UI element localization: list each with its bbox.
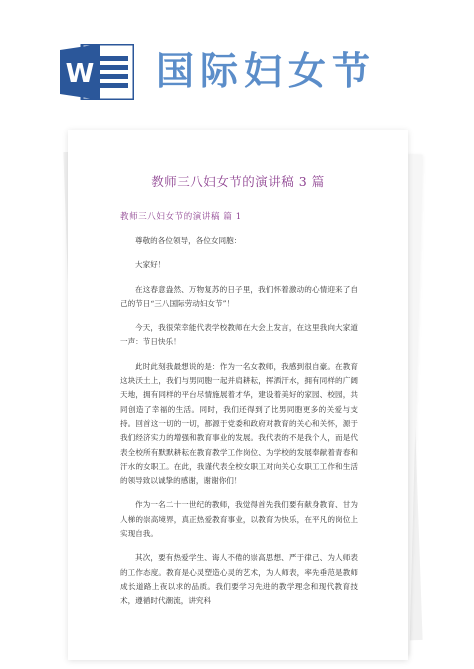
paragraph: 今天，我很荣幸能代表学校教师在大会上发言，在这里我向大家道一声：节日快乐！ xyxy=(120,323,358,347)
paragraph: 作为一名二十一世纪的教师，我觉得首先我们要有献身教育、甘为人梯的崇高境界，真正热爱教育事业，以教育为快乐，在平凡的岗位上实现自我。 xyxy=(120,500,358,539)
paragraph: 其次，要有热爱学生、诲人不倦的崇高思想、严于律己、为人师表的工作态度。教育是心灵塑造心灵的艺术，为人师表，率先垂范是教师成长道路上夜以求的品质。我们要学习先进的教学理念和现代教育技术，遵循时代潮流，讲究科 xyxy=(120,553,358,606)
paragraph: 此时此刻我最想说的是：作为一名女教师，我感到很自豪。在教育这块沃土上，我们与男同胞一起并肩耕耘，挥洒汗水，拥有同样的广阔天地，拥有同样的平台尽情施展着才华，建设着美好的家园、校园，共同创造了幸福的生活。同时，我们还得到了比男同胞更多的关爱与支持。回首这一切的一切，都源于党委和政府对教育的关心和关怀，源于我们经济实力的增强和教育事业的发展。我代表的不是我个人，而是代表全校所有默默耕耘在教育教学工作岗位、为学校的发展奉献着青春和汗水的女职工。在此，我谨代表全校女职工对向关心女职工工作和生活的领导致以诚挚的感谢，谢谢你们！ xyxy=(120,361,358,486)
paragraph: 尊敬的各位领导，各位女同胞： xyxy=(135,236,242,245)
paragraph: 大家好！ xyxy=(135,260,166,270)
section-heading: 教师三八妇女节的演讲稿 篇 1 xyxy=(120,212,242,222)
document-page xyxy=(68,130,408,660)
word-icon xyxy=(60,44,134,100)
banner-title: 国际妇女节 xyxy=(156,49,377,93)
document-body xyxy=(120,234,358,619)
document-title: 教师三八妇女节的演讲稿 3 篇 xyxy=(151,174,325,189)
word-icon-letter: W xyxy=(65,59,95,89)
paragraph: 在这春意盎然、万物复苏的日子里，我们怀着激动的心情迎来了自己的节日“三八国际劳动妇女节”！ xyxy=(120,284,358,308)
